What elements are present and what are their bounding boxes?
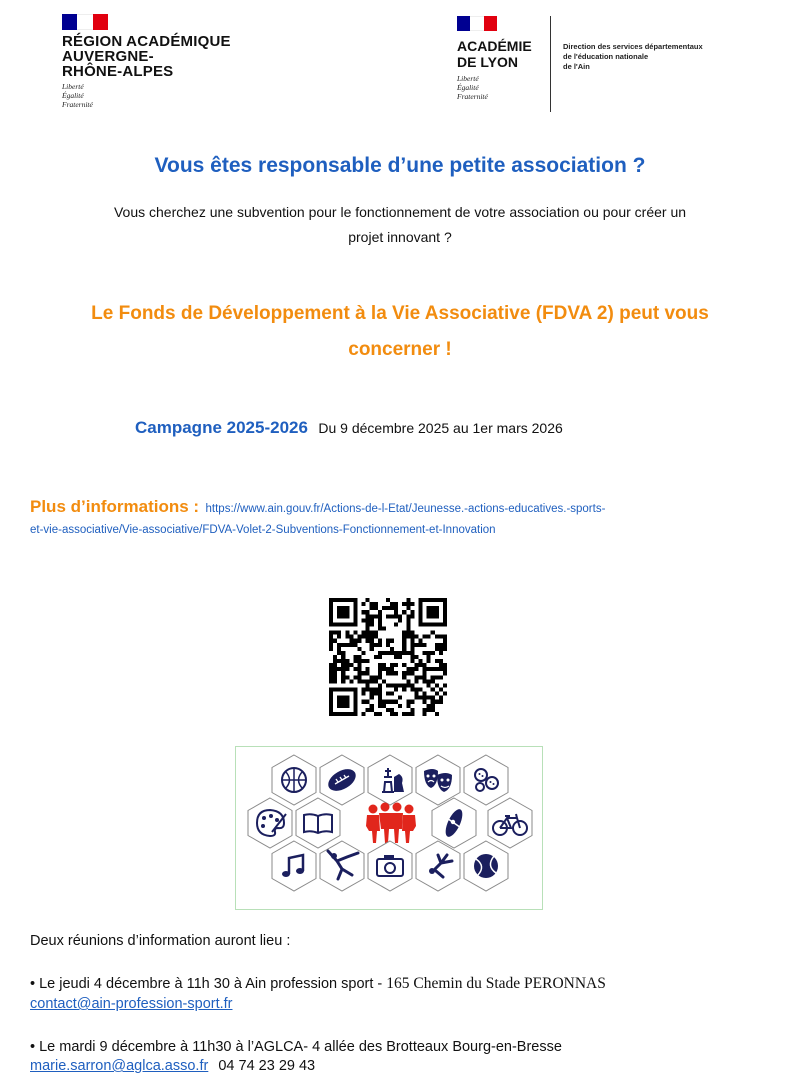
region-name-line2: AUVERGNE- (62, 48, 154, 65)
meeting-1 (30, 975, 606, 993)
association-icons-panel (235, 746, 543, 910)
intro-text-line1: Vous cherchez une subvention pour le fonctionnement de votre association ou pour créer un (113, 204, 687, 220)
fdva-heading-line1: Le Fonds de Développement à la Vie Associative (FDVA 2) peut vous (91, 303, 709, 324)
motto-liberte: Liberté (457, 74, 479, 83)
camera-icon (368, 841, 412, 891)
campaign-dates: Du 9 décembre 2025 au 1er mars 2026 (318, 420, 563, 436)
page-title: Vous êtes responsable d’une petite association ? (154, 154, 646, 177)
motto-liberte: Liberté (62, 82, 84, 91)
meeting-2-phone: 04 74 23 29 43 (218, 1058, 316, 1074)
motto-egalite: Égalité (62, 91, 84, 100)
more-info-url-line2[interactable]: et-vie-associative/Vie-associative/FDVA-Volet-2-Subventions-Fonctionnement-et-Innovation (30, 524, 496, 536)
meeting-2-text: • Le mardi 9 décembre à 11h30 à l’AGLCA- 4 allée des Brotteaux Bourg-en-Bresse (30, 1039, 562, 1055)
dancer-icon (320, 841, 364, 891)
motto-fraternite: Fraternité (62, 100, 93, 109)
meetings-intro: Deux réunions d’information auront lieu : (30, 933, 291, 949)
academie-name-line1: ACADÉMIE (457, 38, 532, 54)
intro-text-line2: projet innovant ? (348, 229, 452, 245)
meeting-1-email-link[interactable]: contact@ain-profession-sport.fr (30, 996, 233, 1012)
campaign-line (135, 418, 563, 438)
motto-fraternite: Fraternité (457, 92, 488, 101)
breakdance-icon (416, 841, 460, 891)
rugby-ball-icon (320, 755, 364, 805)
palette-icon (248, 798, 292, 848)
buttons-icon (464, 755, 508, 805)
kayak-icon (432, 798, 476, 848)
tennis-ball-icon (464, 841, 508, 891)
direction-line1: Direction des services départementaux (563, 42, 703, 51)
music-note-icon (272, 841, 316, 891)
meeting-1-address: 165 Chemin du Stade PERONNAS (386, 975, 606, 992)
people-group-icon (366, 803, 416, 844)
more-info (30, 497, 770, 517)
meeting-2-email-link[interactable]: marie.sarron@aglca.asso.fr (30, 1058, 209, 1074)
chess-icon (368, 755, 412, 805)
meeting-1-text: • Le jeudi 4 décembre à 11h 30 à Ain profession sport - (30, 976, 387, 992)
qr-code[interactable] (329, 598, 447, 716)
region-name-line3: RHÔNE-ALPES (62, 63, 174, 80)
direction-line2: de l'éducation nationale (563, 52, 649, 61)
meeting-2-contact (30, 1058, 315, 1074)
logo-divider (550, 16, 551, 112)
more-info-label: Plus d’informations : (30, 497, 200, 516)
fdva-heading-line2: concerner ! (348, 339, 452, 360)
region-logo (62, 14, 302, 109)
direction-text (563, 42, 703, 72)
campaign-label: Campagne 2025-2026 (135, 418, 308, 437)
motto-egalite: Égalité (457, 83, 479, 92)
direction-line3: de l'Ain (563, 62, 590, 71)
region-name-line1: RÉGION ACADÉMIQUE (62, 33, 231, 50)
book-icon (296, 798, 340, 848)
theater-masks-icon (416, 755, 460, 805)
more-info-url-line1[interactable]: https://www.ain.gouv.fr/Actions-de-l-Etat/Jeunesse.-actions-educatives.-sports- (205, 503, 606, 515)
bicycle-icon (488, 798, 532, 848)
marianne-flag-icon (62, 14, 108, 30)
basketball-icon (272, 755, 316, 805)
marianne-flag-icon (457, 16, 497, 31)
academie-name-line2: DE LYON (457, 54, 518, 70)
